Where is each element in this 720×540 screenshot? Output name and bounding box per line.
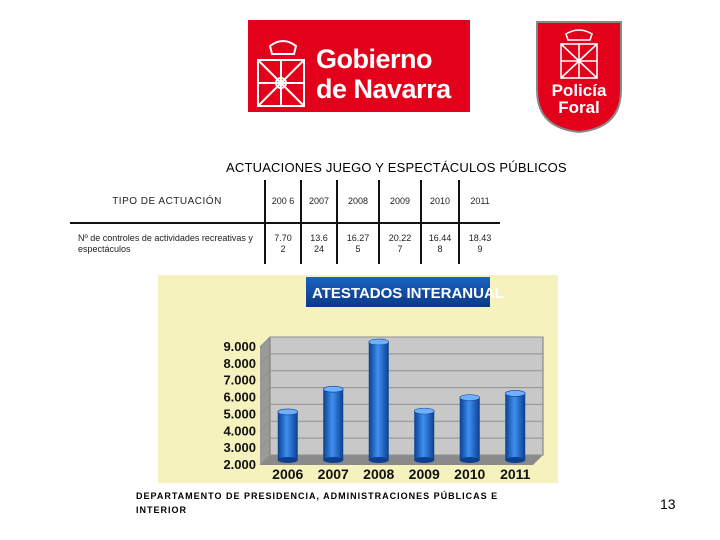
gobierno-navarra-logo <box>248 20 470 112</box>
row-value: 18.43 9 <box>460 224 500 264</box>
atestados-chart <box>158 275 558 483</box>
bar <box>323 389 343 460</box>
gobierno-line2: de Navarra <box>316 74 451 104</box>
y-tick-label: 4.000 <box>223 423 256 439</box>
y-tick-label: 7.000 <box>223 372 256 388</box>
x-tick-label: 2006 <box>272 466 304 482</box>
policia-line1: Policía <box>551 81 607 100</box>
year-header: 2010 <box>422 180 458 222</box>
year-header: 2008 <box>338 180 378 222</box>
year-header: 2011 <box>460 180 500 222</box>
bar-top <box>369 339 389 345</box>
bar <box>369 342 389 460</box>
chart-back-wall <box>270 337 543 455</box>
bar-base <box>460 457 480 463</box>
row-value: 16.44 8 <box>422 224 458 264</box>
row-value: 7.70 2 <box>266 224 300 264</box>
chart-title: ATESTADOS INTERANUAL <box>312 285 504 302</box>
gobierno-line1: Gobierno <box>316 44 432 74</box>
page-title: ACTUACIONES JUEGO Y ESPECTÁCULOS PÚBLICOS <box>226 160 567 175</box>
bar-base <box>369 457 389 463</box>
bar <box>414 411 434 460</box>
y-tick-label: 6.000 <box>223 389 256 405</box>
y-tick-label: 5.000 <box>223 406 256 422</box>
bar <box>505 393 525 460</box>
bar-base <box>278 457 298 463</box>
policia-line2: Foral <box>558 98 600 117</box>
chart-canvas <box>158 275 558 483</box>
bar-top <box>278 409 298 415</box>
bar-top <box>323 386 343 392</box>
year-header: 200 6 <box>266 180 300 222</box>
bar-top <box>505 390 525 396</box>
y-tick-label: 9.000 <box>223 339 256 354</box>
bar <box>460 398 480 460</box>
chart-side-wall <box>260 337 270 465</box>
bar-base <box>414 457 434 463</box>
row-value: 16.27 5 <box>338 224 378 264</box>
x-tick-label: 2008 <box>363 466 395 482</box>
x-tick-label: 2009 <box>408 466 440 482</box>
x-tick-label: 2010 <box>454 466 486 482</box>
y-tick-label: 8.000 <box>223 355 256 371</box>
page-number: 13 <box>660 496 676 512</box>
year-header: 2009 <box>380 180 420 222</box>
policia-foral-logo <box>534 20 624 134</box>
chart-floor <box>260 455 543 465</box>
bar-top <box>460 395 480 401</box>
y-tick-label: 2.000 <box>223 457 256 472</box>
row-label-controles: Nº de controles de actividades recreativas y espectáculos <box>70 224 264 264</box>
department-footer: DEPARTAMENTO DE PRESIDENCIA, ADMINISTRACIONES PÚBLICAS E INTERIOR <box>136 491 499 515</box>
y-tick-label: 3.000 <box>223 440 256 456</box>
bar-base <box>505 457 525 463</box>
bar <box>278 412 298 460</box>
row-value: 20.22 7 <box>380 224 420 264</box>
bar-base <box>323 457 343 463</box>
navarra-coat-of-arms-icon <box>248 20 318 112</box>
header-tipo-actuacion: TIPO DE ACTUACIÓN <box>70 180 264 222</box>
year-header: 2007 <box>302 180 336 222</box>
row-value: 13.6 24 <box>302 224 336 264</box>
bar-top <box>414 408 434 414</box>
x-tick-label: 2007 <box>317 466 349 482</box>
x-tick-label: 2011 <box>500 466 531 482</box>
actuaciones-table <box>70 180 500 264</box>
